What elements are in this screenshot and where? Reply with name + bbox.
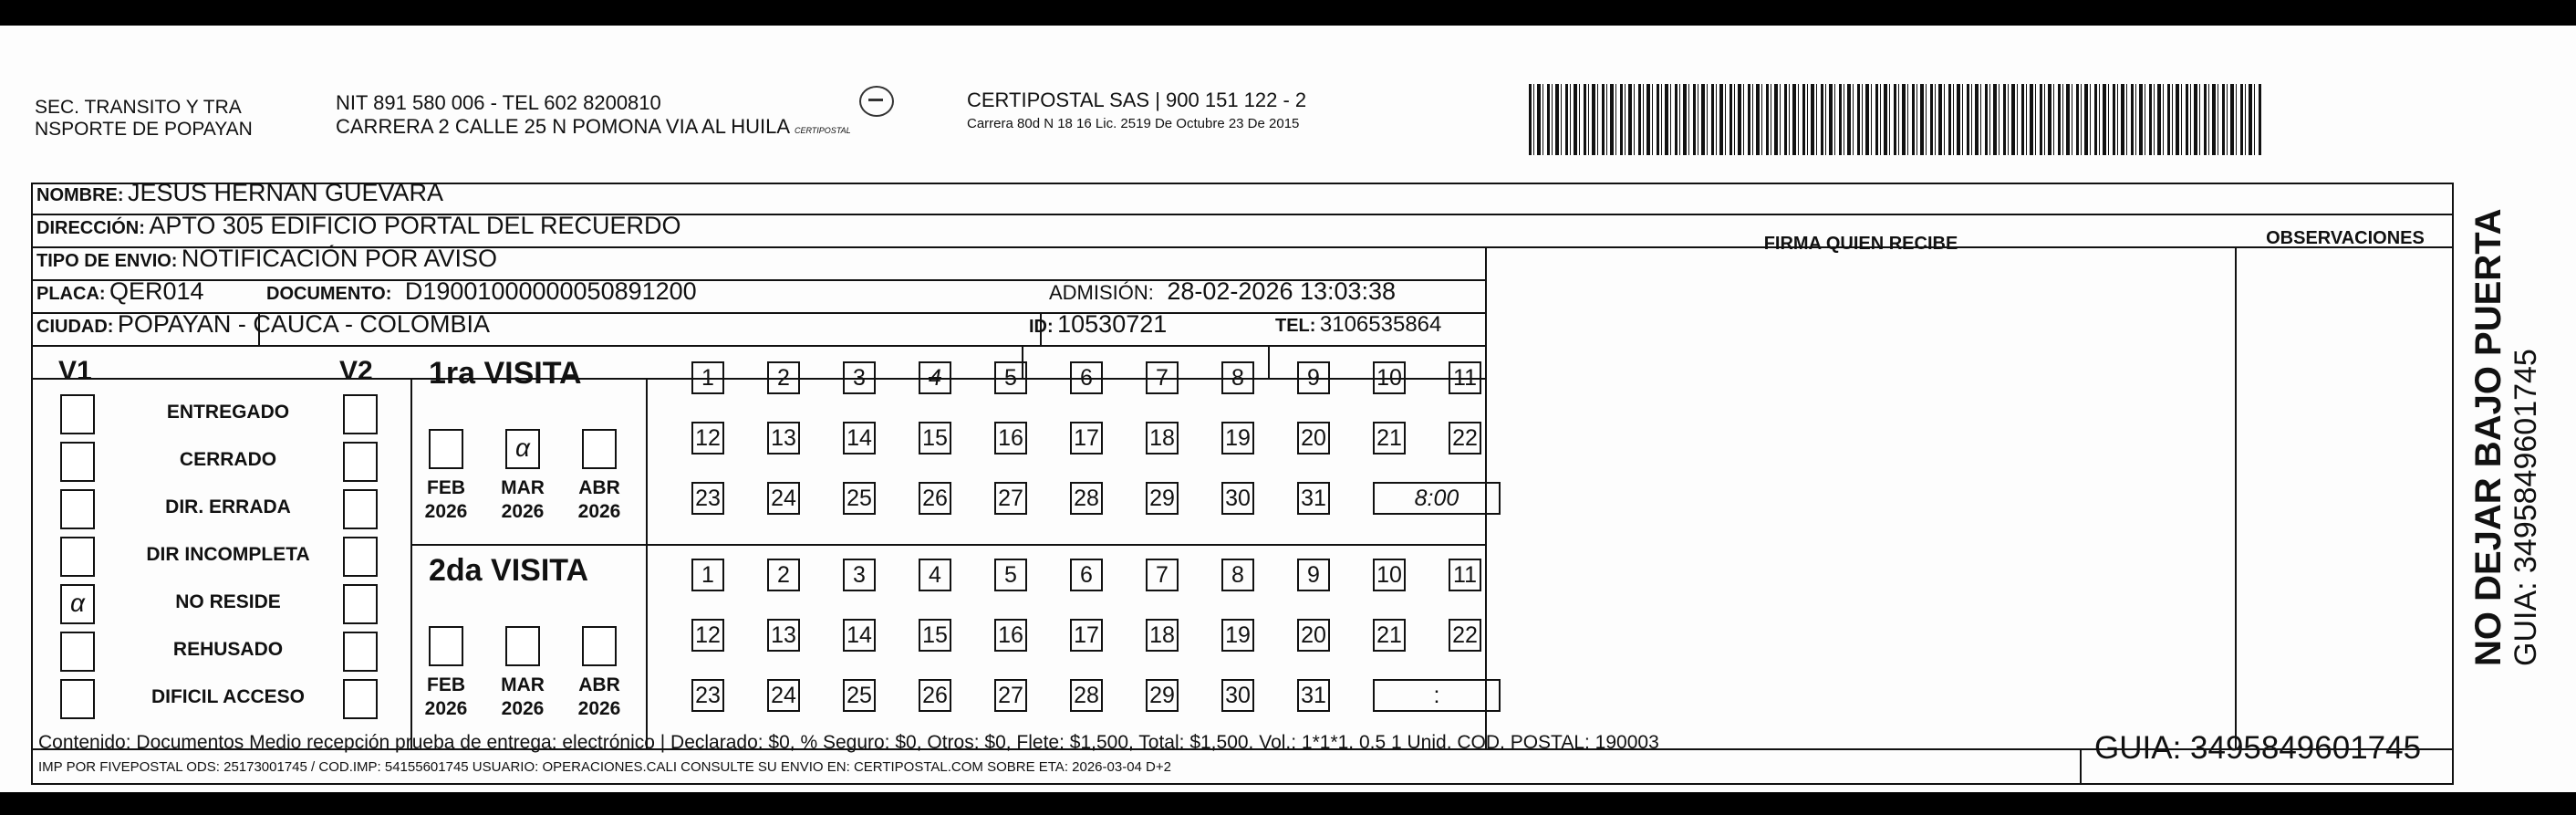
admision-field xyxy=(1049,277,1396,306)
visit1-time-field[interactable]: 8:00 xyxy=(1373,482,1501,515)
placa-value: QER014 xyxy=(109,277,204,305)
visit2-day-11[interactable]: 11 xyxy=(1449,559,1481,591)
visit1-day-20[interactable]: 20 xyxy=(1297,422,1330,455)
visit2-month-label-mar xyxy=(491,674,555,721)
delivery-slip xyxy=(0,26,2576,792)
v1-checkbox-no-reside[interactable]: α xyxy=(60,584,95,624)
id-field xyxy=(1029,310,1167,339)
visit1-day-26[interactable]: 26 xyxy=(919,482,951,515)
placa-label: PLACA: xyxy=(36,284,106,304)
v1-checkbox-dir-errada[interactable] xyxy=(60,489,95,529)
visit1-day-3[interactable]: 3 xyxy=(843,361,876,394)
v2-header: V2 xyxy=(339,356,373,386)
visit1-day-21[interactable]: 21 xyxy=(1373,422,1406,455)
visit2-month-box-mar[interactable] xyxy=(505,626,540,666)
visit2-time-field[interactable]: : xyxy=(1373,679,1501,712)
visit2-day-26[interactable]: 26 xyxy=(919,679,951,712)
month-name: ABR xyxy=(578,674,620,695)
v1-checkbox-dificil-acceso[interactable] xyxy=(60,679,95,719)
visit2-day-13[interactable]: 13 xyxy=(767,619,800,652)
visit2-day-28[interactable]: 28 xyxy=(1070,679,1103,712)
visit1-day-10[interactable]: 10 xyxy=(1373,361,1406,394)
visit1-month-box-mar[interactable]: α xyxy=(505,429,540,469)
status-label-rehusado: REHUSADO xyxy=(172,639,284,660)
visit2-month-box-abr[interactable] xyxy=(582,626,617,666)
visit2-day-7[interactable]: 7 xyxy=(1146,559,1179,591)
visit2-day-1[interactable]: 1 xyxy=(691,559,724,591)
visit2-day-8[interactable]: 8 xyxy=(1221,559,1254,591)
month-year: 2026 xyxy=(501,501,545,522)
tipo-row xyxy=(36,245,497,273)
tipo-label: TIPO DE ENVIO: xyxy=(36,251,178,271)
v1-header: V1 xyxy=(58,356,92,386)
status-label-entregado: ENTREGADO xyxy=(166,402,290,423)
visit1-day-1[interactable]: 1 xyxy=(691,361,724,394)
sender-line-2: NSPORTE DE POPAYAN xyxy=(35,119,253,140)
visit1-month-label-mar xyxy=(491,476,555,524)
nit-line: NIT 891 580 006 - TEL 602 8200810 xyxy=(336,91,661,114)
v2-checkbox-no-reside[interactable] xyxy=(343,584,378,624)
visit2-day-15[interactable]: 15 xyxy=(919,619,951,652)
visit1-day-29[interactable]: 29 xyxy=(1146,482,1179,515)
firma-label: FIRMA QUIEN RECIBE xyxy=(1763,234,1958,254)
certipostal-logo-icon xyxy=(859,86,894,117)
visit1-day-18[interactable]: 18 xyxy=(1146,422,1179,455)
visit2-day-5[interactable]: 5 xyxy=(994,559,1027,591)
visit1-day-30[interactable]: 30 xyxy=(1221,482,1254,515)
guia-box: GUIA: 3495849601745 xyxy=(2094,730,2422,766)
visit1-day-15[interactable]: 15 xyxy=(919,422,951,455)
visit1-day-25[interactable]: 25 xyxy=(843,482,876,515)
first-visit-title: 1ra VISITA xyxy=(429,356,582,391)
visit2-day-20[interactable]: 20 xyxy=(1297,619,1330,652)
second-visit-title: 2da VISITA xyxy=(429,553,589,588)
month-year: 2026 xyxy=(577,698,621,719)
visit2-day-30[interactable]: 30 xyxy=(1221,679,1254,712)
company-info xyxy=(967,89,1306,135)
visit1-day-16[interactable]: 16 xyxy=(994,422,1027,455)
v1-checkbox-rehusado[interactable] xyxy=(60,632,95,672)
month-year: 2026 xyxy=(501,698,545,719)
visit1-day-22[interactable]: 22 xyxy=(1449,422,1481,455)
v2-checkbox-dir-errada[interactable] xyxy=(343,489,378,529)
visit1-day-4[interactable]: 4 xyxy=(919,361,951,394)
visit1-day-23[interactable]: 23 xyxy=(691,482,724,515)
visit1-month-box-abr[interactable] xyxy=(582,429,617,469)
month-name: MAR xyxy=(501,477,545,498)
status-label-no-reside: NO RESIDE xyxy=(175,591,281,612)
nombre-label: NOMBRE: xyxy=(36,185,124,205)
ciudad-label: CIUDAD: xyxy=(36,317,114,337)
nombre-row xyxy=(36,179,443,207)
documento-label: DOCUMENTO: xyxy=(266,284,392,304)
barcode xyxy=(1529,84,2262,155)
side-guia: GUIA: 3495849601745 xyxy=(2508,349,2543,666)
visit1-day-13[interactable]: 13 xyxy=(767,422,800,455)
nombre-value: JESUS HERNAN GUEVARA xyxy=(128,179,444,206)
status-label-dir-errada: DIR. ERRADA xyxy=(165,496,291,517)
visit2-day-18[interactable]: 18 xyxy=(1146,619,1179,652)
visit2-month-label-abr xyxy=(567,674,631,721)
visit2-day-9[interactable]: 9 xyxy=(1297,559,1330,591)
month-year: 2026 xyxy=(424,698,468,719)
visit1-day-12[interactable]: 12 xyxy=(691,422,724,455)
license-line: Carrera 80d N 18 16 Lic. 2519 De Octubre 23 De 2015 xyxy=(967,116,1300,131)
v2-checkbox-dificil-acceso[interactable] xyxy=(343,679,378,719)
v1-checkbox-cerrado[interactable] xyxy=(60,442,95,482)
visit1-day-7[interactable]: 7 xyxy=(1146,361,1179,394)
visit1-day-14[interactable]: 14 xyxy=(843,422,876,455)
visit1-day-5[interactable]: 5 xyxy=(994,361,1027,394)
visit2-day-23[interactable]: 23 xyxy=(691,679,724,712)
observaciones-label: OBSERVACIONES xyxy=(2266,228,2425,248)
status-label-cerrado: CERRADO xyxy=(179,449,277,470)
visit2-day-27[interactable]: 27 xyxy=(994,679,1027,712)
month-year: 2026 xyxy=(577,501,621,522)
visit2-day-6[interactable]: 6 xyxy=(1070,559,1103,591)
visit2-day-16[interactable]: 16 xyxy=(994,619,1027,652)
visit2-day-12[interactable]: 12 xyxy=(691,619,724,652)
direccion-label: DIRECCIÓN: xyxy=(36,218,145,238)
visit1-day-24[interactable]: 24 xyxy=(767,482,800,515)
month-name: FEB xyxy=(427,477,465,498)
visit2-day-22[interactable]: 22 xyxy=(1449,619,1481,652)
visit2-month-box-feb[interactable] xyxy=(429,626,463,666)
visit2-day-21[interactable]: 21 xyxy=(1373,619,1406,652)
visit1-day-6[interactable]: 6 xyxy=(1070,361,1103,394)
v2-checkbox-cerrado[interactable] xyxy=(343,442,378,482)
visit2-day-17[interactable]: 17 xyxy=(1070,619,1103,652)
direccion-row xyxy=(36,212,681,240)
visit1-month-box-feb[interactable] xyxy=(429,429,463,469)
month-year: 2026 xyxy=(424,501,468,522)
visit1-month-label-feb xyxy=(414,476,478,524)
placa-field xyxy=(36,277,204,306)
company-line: CERTIPOSTAL SAS | 900 151 122 - 2 xyxy=(967,89,1307,111)
sender-name xyxy=(35,97,253,141)
id-label: ID: xyxy=(1029,317,1054,337)
visit1-month-label-abr xyxy=(567,476,631,524)
visit2-day-10[interactable]: 10 xyxy=(1373,559,1406,591)
ciudad-field xyxy=(36,310,490,339)
visit1-day-27[interactable]: 27 xyxy=(994,482,1027,515)
visit1-day-31[interactable]: 31 xyxy=(1297,482,1330,515)
visit1-day-28[interactable]: 28 xyxy=(1070,482,1103,515)
imp-text: IMP POR FIVEPOSTAL ODS: 25173001745 / COD.IMP: 54155601745 USUARIO: OPERACIONES.CALI CONSULTE SU ENVIO EN: CERTIPOSTAL.COM SOBRE ETA: 2026-03-04 D+2 xyxy=(38,759,1171,775)
documento-field xyxy=(266,277,697,306)
visit1-day-9[interactable]: 9 xyxy=(1297,361,1330,394)
visit1-day-11[interactable]: 11 xyxy=(1449,361,1481,394)
sender-line-1: SEC. TRANSITO Y TRA xyxy=(35,97,242,118)
visit1-day-2[interactable]: 2 xyxy=(767,361,800,394)
v1-checkbox-dir-incompleta[interactable] xyxy=(60,537,95,577)
month-name: MAR xyxy=(501,674,545,695)
visit2-day-24[interactable]: 24 xyxy=(767,679,800,712)
tel-field xyxy=(1275,312,1441,338)
sender-contact xyxy=(336,91,851,142)
logo-text: CERTIPOSTAL xyxy=(794,126,851,135)
visit2-day-4[interactable]: 4 xyxy=(919,559,951,591)
ciudad-value: POPAYAN - CAUCA - COLOMBIA xyxy=(117,310,490,338)
visit2-day-3[interactable]: 3 xyxy=(843,559,876,591)
side-warning: NO DEJAR BAJO PUERTA xyxy=(2468,208,2508,666)
month-name: ABR xyxy=(578,477,620,498)
month-name: FEB xyxy=(427,674,465,695)
status-label-dir-incompleta: DIR INCOMPLETA xyxy=(146,544,310,565)
tipo-value: NOTIFICACIÓN POR AVISO xyxy=(181,245,497,272)
side-text xyxy=(2468,208,2543,666)
visit2-day-25[interactable]: 25 xyxy=(843,679,876,712)
address-line: CARRERA 2 CALLE 25 N POMONA VIA AL HUILA xyxy=(336,115,789,138)
v2-checkbox-dir-incompleta[interactable] xyxy=(343,537,378,577)
admision-label: ADMISIÓN: xyxy=(1049,281,1154,304)
visit1-day-17[interactable]: 17 xyxy=(1070,422,1103,455)
visit2-day-29[interactable]: 29 xyxy=(1146,679,1179,712)
v2-checkbox-rehusado[interactable] xyxy=(343,632,378,672)
status-label-dificil-acceso: DIFICIL ACCESO xyxy=(151,686,305,707)
v1-checkbox-entregado[interactable] xyxy=(60,394,95,434)
tel-value: 3106535864 xyxy=(1319,312,1442,337)
visit2-day-31[interactable]: 31 xyxy=(1297,679,1330,712)
admision-value: 28-02-2026 13:03:38 xyxy=(1167,277,1397,305)
visit2-day-2[interactable]: 2 xyxy=(767,559,800,591)
visit2-day-14[interactable]: 14 xyxy=(843,619,876,652)
documento-value: D19001000000050891200 xyxy=(404,277,697,305)
direccion-value: APTO 305 EDIFICIO PORTAL DEL RECUERDO xyxy=(149,212,681,239)
v2-checkbox-entregado[interactable] xyxy=(343,394,378,434)
visit2-month-label-feb xyxy=(414,674,478,721)
visit1-day-19[interactable]: 19 xyxy=(1221,422,1254,455)
visit2-day-19[interactable]: 19 xyxy=(1221,619,1254,652)
visit1-day-8[interactable]: 8 xyxy=(1221,361,1254,394)
tel-label: TEL: xyxy=(1275,316,1316,336)
id-value: 10530721 xyxy=(1057,310,1168,338)
contenido-text: Contenido: Documentos Medio recepción prueba de entrega: electrónico | Declarado: $0, % Seguro: $0, Otros: $0, Flete: $1,500, Total: $1,500. Vol.: 1*1*1. 0.5 1 Unid. COD. POSTAL: 190003 xyxy=(38,732,1659,753)
